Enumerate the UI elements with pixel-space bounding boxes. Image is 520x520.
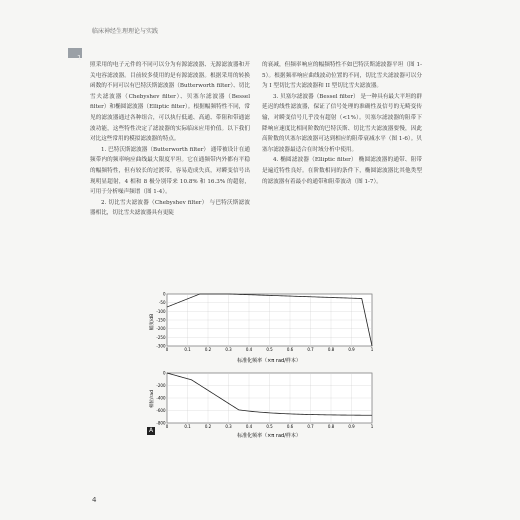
y-axis-label: 相位/rad — [150, 390, 155, 408]
phase-chart-svg — [147, 371, 377, 438]
phase-chart — [147, 371, 377, 438]
x-tick-label: 0.8 — [327, 347, 335, 352]
x-tick-label: 1 — [370, 347, 374, 352]
paragraph: 的衰减，但频率响应的幅频特性不如巴特沃斯滤波器平坦（图 1-5）。根据频率响应曲线波动位置的不同，切比雪夫滤波器可以分为 I 型切比雪夫滤波器和 II 型切比雪夫滤波器。 — [262, 62, 422, 90]
running-title: 临床神经生理理论与实践 — [92, 28, 159, 35]
right-text-column — [262, 60, 422, 187]
y-tick-label: 0 — [162, 291, 166, 297]
x-axis-label: 标准化频率（×π rad/样本） — [237, 358, 301, 364]
y-tick-label: -300 — [156, 343, 166, 349]
magnitude-chart — [147, 292, 377, 364]
x-tick-label: 0.5 — [266, 424, 273, 429]
x-tick-label: 0.9 — [348, 424, 355, 429]
x-tick-label: 0.2 — [204, 424, 212, 429]
x-tick-label: 0.4 — [245, 347, 253, 352]
x-tick-label: 0 — [165, 424, 169, 429]
y-tick-label: -200 — [156, 326, 166, 332]
magnitude-chart-svg — [147, 292, 377, 364]
y-tick-label: -150 — [156, 317, 166, 323]
x-tick-label: 0.2 — [204, 347, 212, 352]
paragraph: 1. 巴特沃斯滤波器（Butterworth filter） 通带被设计在通频带内的频率响应曲线最大限度平坦。它在通频带内外都有平稳的幅频特性，但有较长的过渡带，容易造成失真，对瞬变信号出现明显超射，4 相和 8 极分别带来 10.8% 和 16.3% 的超射，可用于分析噪声频谱（图 1-4）。 — [90, 146, 250, 196]
left-text-column — [90, 60, 250, 219]
x-tick-label: 0.5 — [266, 347, 273, 352]
x-tick-label: 0.9 — [348, 347, 355, 352]
x-tick-label: 0 — [165, 347, 169, 352]
chapter-marker-digit: 1 — [77, 54, 82, 62]
x-axis-label: 标准化频率（×π rad/样本） — [237, 433, 301, 439]
x-tick-label: 0.1 — [184, 424, 191, 429]
paragraph: 4. 椭圆滤波器（Elliptic filter） 椭圆滤波器的通带、阻带是遍近特性良好。在阶数相同的条件下，椭圆滤波器比其他类型的滤波器有着最小的通带和阻带波动（图 1-7）。 — [262, 157, 422, 185]
x-tick-label: 0.7 — [307, 347, 314, 352]
x-tick-label: 0.4 — [245, 424, 253, 429]
y-tick-label: -200 — [156, 383, 166, 388]
y-tick-label: -400 — [156, 395, 166, 401]
x-tick-label: 0.3 — [225, 347, 232, 352]
paragraph: 3. 贝塞尔滤波器（Bessel filter） 是一种具有最大平坦的群延迟的线性滤波器，保证了信号处理的准确性及信号的无畸变传输，对瞬变信号几乎没有超射（<1%）。贝塞尔滤波器的阻带下降响应速度比相同阶数的巴特沃斯、切比雪夫滤波器要慢，因此高阶数的贝塞尔滤波器可达到相应的阻带衰减水平（图 1-6）。贝塞尔滤波器最适合在时域分析中使用。 — [262, 93, 422, 153]
y-tick-label: -100 — [156, 308, 166, 314]
page-number: 4 — [92, 496, 97, 504]
x-tick-label: 0.7 — [307, 424, 314, 429]
x-tick-label: 0.1 — [184, 347, 191, 352]
y-tick-label: -50 — [158, 300, 166, 306]
y-tick-label: -250 — [156, 334, 166, 340]
figure-panel-label: A — [148, 427, 154, 434]
y-tick-label: -600 — [156, 408, 166, 413]
paragraph: 照采用的电子元件的不同可以分为有源滤波器、无源滤波器和开关电容滤波器。目前较多使用的是有源滤波器。根据采用的转换函数的不同可以有巴特沃斯滤波器（Butterworth filter）、切比雪夫滤波器（Chebyshev filter）、贝塞尔滤波器（Bessel filter）和椭圆滤波器（Elliptic filter）。根据幅频特性不同，常见的滤波器通过各种组合，可以执行低通、高通、带阻和带通滤波功能，这些特性决定了滤波器的实际临床应用价值。以下我们对比这些常用的模拟滤波器的特点。 — [90, 62, 250, 143]
x-tick-label: 0.6 — [286, 347, 294, 352]
y-tick-label: -800 — [156, 420, 166, 426]
paragraph: 2. 切比雪夫滤波器（Chebyshev filter） 与巴特沃斯滤波器相比，切比雪夫滤波器具有更陡 — [90, 199, 250, 217]
x-tick-label: 0.6 — [286, 424, 294, 429]
x-tick-label: 0.3 — [225, 424, 232, 429]
x-tick-label: 0.8 — [327, 424, 335, 429]
y-tick-label: 0 — [162, 370, 166, 376]
y-axis-label: 幅度/dB — [150, 313, 155, 331]
x-tick-label: 1 — [370, 424, 374, 429]
